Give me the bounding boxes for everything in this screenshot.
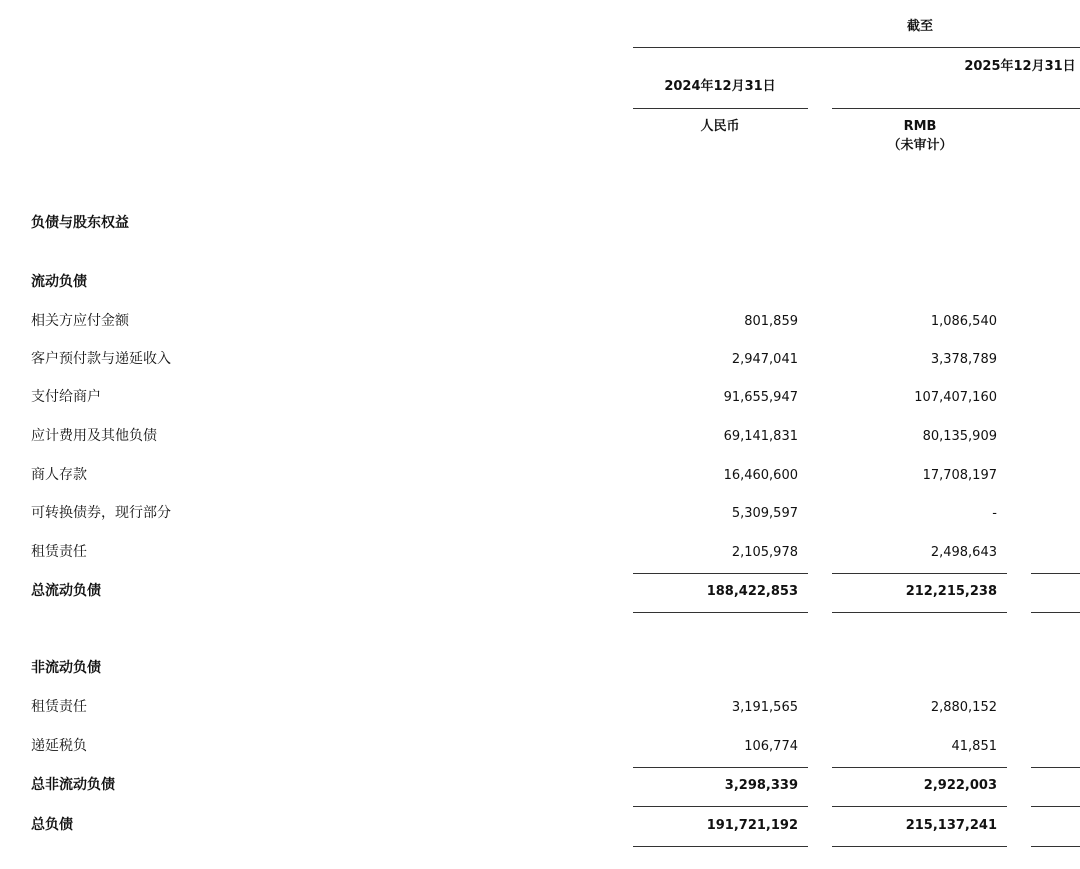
value-2025: 80,135,909: [922, 429, 997, 444]
col3-subtotal-rule-top: [1031, 573, 1080, 574]
value-2025: 3,378,789: [930, 352, 997, 367]
total-2024: 188,422,853: [706, 584, 798, 599]
col1-subtotal-rule-bottom: [633, 612, 808, 613]
col2-noncurrent-rule-top: [832, 767, 1007, 768]
value-2025: 41,851: [951, 739, 997, 754]
total-2024: 3,298,339: [724, 778, 798, 793]
row-label: 租赁责任: [31, 699, 87, 715]
col2-subtotal-rule-top: [832, 573, 1007, 574]
col3-subtotal-rule-bottom: [1031, 612, 1080, 613]
total-label: 总非流动负债: [31, 777, 115, 793]
row-label: 支付给商户: [31, 389, 101, 405]
col1-subtotal-rule-top: [633, 573, 808, 574]
col1-header-rule: [633, 108, 808, 109]
total-2025: 212,215,238: [905, 584, 997, 599]
header-rule-top: [633, 47, 1080, 48]
value-2025: 1,086,540: [930, 314, 997, 329]
total-2025: 2,922,003: [923, 778, 997, 793]
value-2024: 106,774: [744, 739, 798, 754]
col2-subtotal-rule-bottom: [832, 612, 1007, 613]
row-label: 客户预付款与递延收入: [31, 351, 171, 367]
value-2024: 91,655,947: [723, 390, 798, 405]
current-liabilities-title: 流动负债: [31, 274, 87, 290]
col1-currency-header: 人民币: [700, 119, 740, 134]
col1-total-rule-top: [633, 806, 808, 807]
row-label: 相关方应付金额: [31, 313, 129, 329]
value-2024: 3,191,565: [731, 700, 798, 715]
row-label: 可转换债券，现行部分: [31, 505, 171, 521]
value-2025: 2,880,152: [930, 700, 997, 715]
col2-total-rule-bottom: [832, 846, 1007, 847]
row-label: 应计费用及其他负债: [31, 428, 157, 444]
col1-total-rule-bottom: [633, 846, 808, 847]
value-2025: 17,708,197: [922, 468, 997, 483]
value-2024: 5,309,597: [731, 506, 798, 521]
value-2024: 16,460,600: [723, 468, 798, 483]
col2-unaudited-note: （未审计）: [887, 138, 953, 153]
row-label: 递延税负: [31, 738, 87, 754]
value-2025: 2,498,643: [930, 545, 997, 560]
col1-noncurrent-rule-top: [633, 767, 808, 768]
non-current-liabilities-title: 非流动负债: [31, 660, 101, 676]
value-2024: 69,141,831: [723, 429, 798, 444]
section-title: 负债与股东权益: [31, 215, 129, 231]
col1-date-header: 2024年12月31日: [664, 79, 776, 94]
col2-header-rule: [832, 108, 1080, 109]
value-2024: 2,105,978: [731, 545, 798, 560]
row-label: 租赁责任: [31, 544, 87, 560]
col2-currency-header: RMB: [903, 119, 937, 134]
total-liabilities-label: 总负债: [31, 817, 73, 833]
value-2024: 801,859: [744, 314, 798, 329]
total-liabilities-2024: 191,721,192: [706, 818, 798, 833]
value-2025: 107,407,160: [914, 390, 997, 405]
col2-total-rule-top: [832, 806, 1007, 807]
total-liabilities-2025: 215,137,241: [905, 818, 997, 833]
col3-noncurrent-rule-top: [1031, 767, 1080, 768]
col3-total-rule-top: [1031, 806, 1080, 807]
value-2024: 2,947,041: [731, 352, 798, 367]
as-of-header: 截至: [906, 19, 933, 34]
total-label: 总流动负债: [31, 583, 101, 599]
col2-date-header: 2025年12月31日: [964, 59, 1076, 74]
row-label: 商人存款: [31, 467, 87, 483]
col3-total-rule-bottom: [1031, 846, 1080, 847]
value-2025: -: [992, 506, 997, 521]
